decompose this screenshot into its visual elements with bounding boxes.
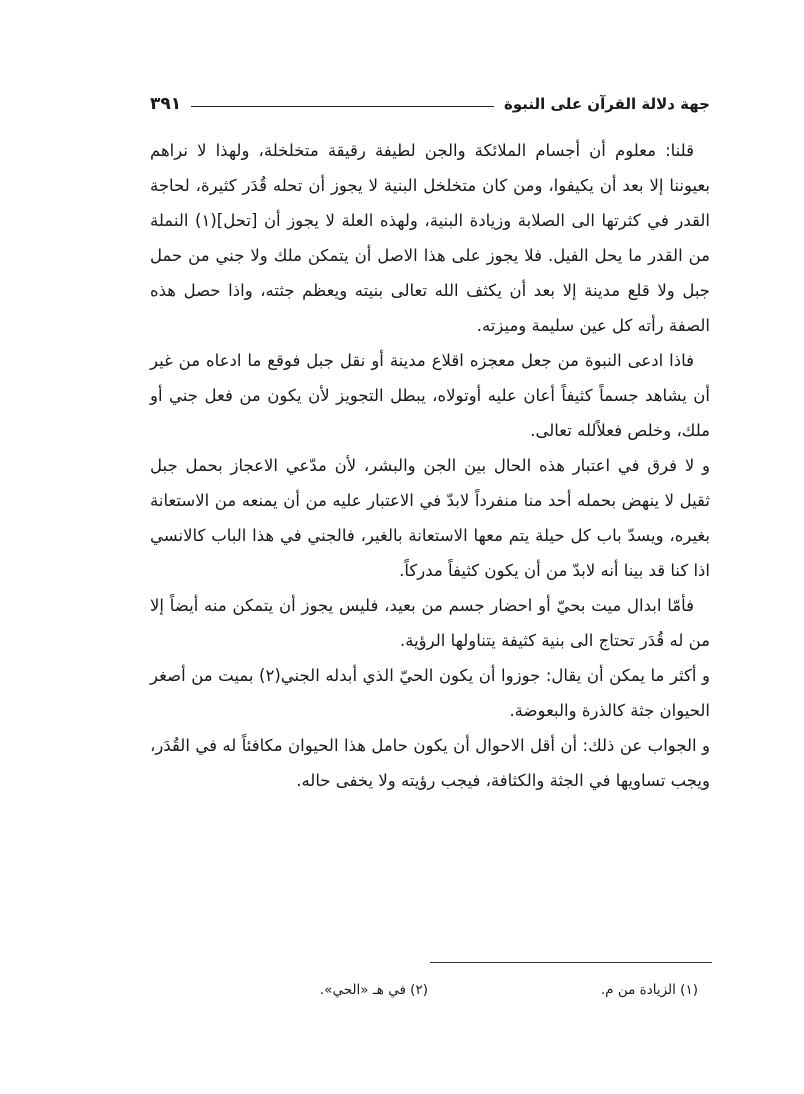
page-number: ٣٩١ <box>150 94 182 114</box>
paragraph: فأمّا ابدال ميت بحيّ أو احضار جسم من بعيد، فليس يجوز أن يتمكن منه أيضاً إلا من له قُدَر تحتاج الى بنية كثيفة يتناولها الرؤية. <box>150 596 710 650</box>
footnote: (٢) في هـ «الحي». <box>319 982 428 998</box>
header-title: جهة دلالة القرآن على النبوة <box>504 95 710 113</box>
paragraph: و أكثر ما يمكن أن يقال: جوزوا أن يكون الحيّ الذي أبدله الجني(٢) بميت من أصغر الحيوان جثة كالذرة والبعوضة. <box>150 666 710 720</box>
body-text <box>150 133 710 798</box>
paragraph: و الجواب عن ذلك: أن أقل الاحوال أن يكون حامل هذا الحيوان مكافئاً له في القُدَر، ويجب تساويها في الجثة والكثافة، فيجب رؤيته ولا يخفى حاله. <box>150 736 710 790</box>
footnote-separator <box>430 962 712 963</box>
paragraph: فاذا ادعى النبوة من جعل معجزه اقلاع مدينة أو نقل جبل فوقع ما ادعاه من غير أن يشاهد جسماً كثيفاً أعان عليه أوتولاه، يبطل التجويز لأن يكون من فعل جني أو ملك، وخلص فعلاًلله تعالى. <box>150 351 710 440</box>
footnotes <box>150 982 710 998</box>
paragraph: و لا فرق في اعتبار هذه الحال بين الجن والبشر، لأن مدّعي الاعجاز بحمل جبل ثقيل لا ينهض بحمله أحد منا منفرداً لابدّ في الاعتبار عليه من أن يمنعه من الاستعانة بغيره، ويسدّ باب كل حيلة يتم معها الاستعانة بالغير، فالجني في هذا الباب كالانسي اذا كنا قد بينا أنه لابدّ من أن يكون كثيفاً مدركاً. <box>150 456 710 580</box>
running-header <box>150 84 710 124</box>
paragraph: قلنا: معلوم أن أجسام الملائكة والجن لطيفة رقيقة متخلخلة، ولهذا لا نراهم بعيوننا إلا بعد أن يكيفوا، ومن كان متخلخل البنية لا يجوز أن تحله قُدَر كثيرة، لحاجة القدر في كثرتها الى الصلابة وزيادة البنية، ولهذه العلة لا يجوز أن [تحل](١) النملة من القدر ما يحل الفيل. فلا يجوز على هذا الاصل أن يتمكن ملك ولا جني من حمل جبل ولا قلع مدينة إلا بعد أن يكثف الله تعالى بنيته ويعظم جثته، واذا حصل هذه الصفة رأته كل عين سليمة وميزته. <box>150 141 710 335</box>
header-rule <box>191 106 494 107</box>
footnote: (١) الزيادة من م. <box>600 982 698 998</box>
